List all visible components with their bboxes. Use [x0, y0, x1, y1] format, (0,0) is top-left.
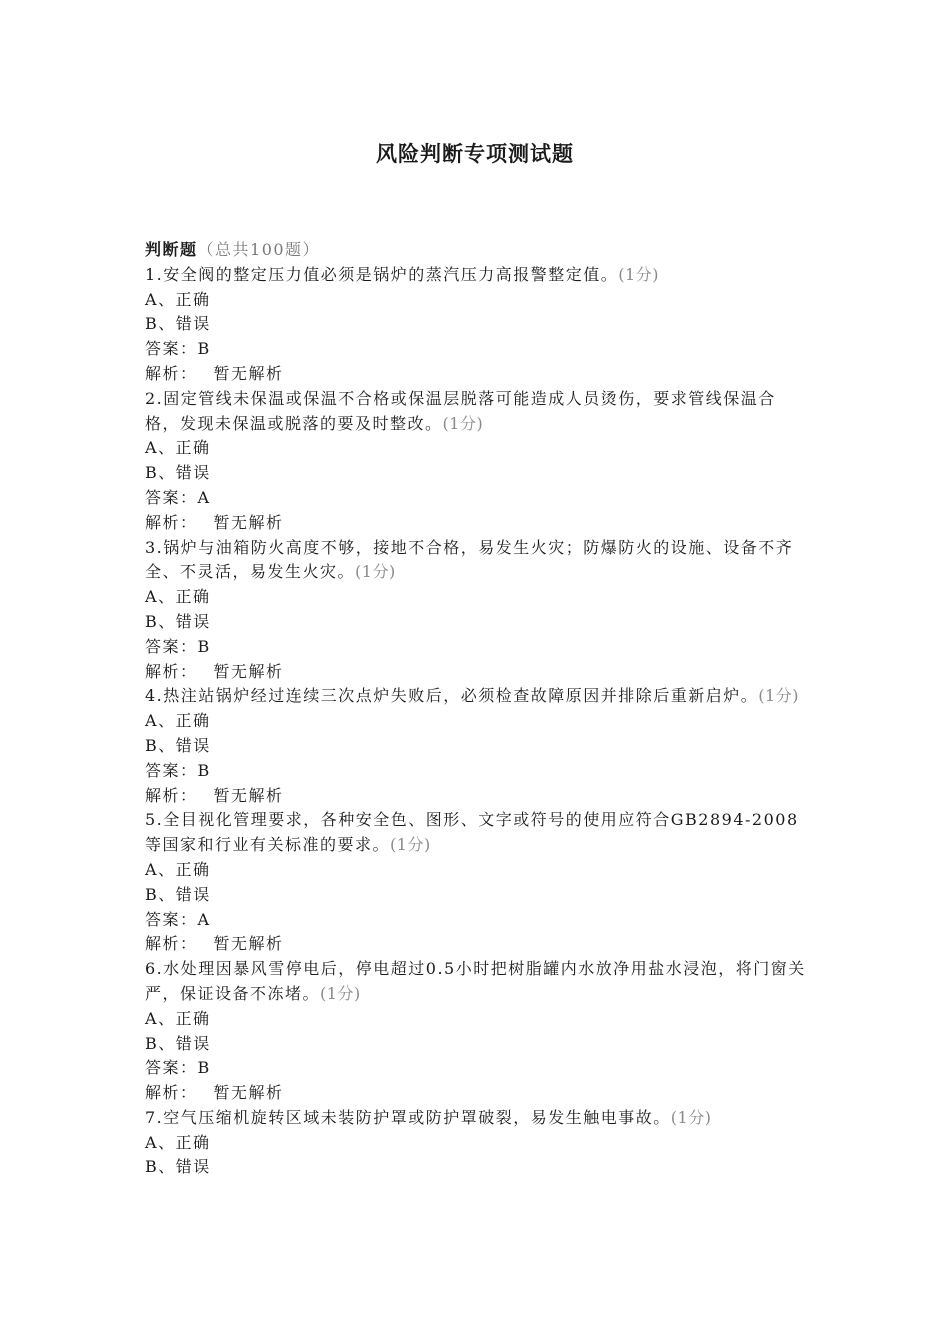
- question-stem: 5.全目视化管理要求，各种安全色、图形、文字或符号的使用应符合GB2894-2008等国家和行业有关标准的要求。: [145, 810, 799, 855]
- option-b: B、错误: [145, 463, 211, 483]
- option-a: A、正确: [145, 1132, 211, 1152]
- question-item: [145, 684, 810, 808]
- explanation-label: 解析：: [145, 785, 198, 805]
- explanation: [145, 932, 810, 957]
- option-b: B、错误: [145, 1033, 211, 1053]
- section-heading: [145, 238, 810, 263]
- question-stem: 7.空气压缩机旋转区域未装防护罩或防护罩破裂，易发生触电事故。: [145, 1107, 671, 1127]
- explanation: [145, 1081, 810, 1106]
- option-a: A、正确: [145, 1008, 211, 1028]
- section-label: 判断题: [145, 240, 198, 259]
- question-stem: 3.锅炉与油箱防火高度不够，接地不合格，易发生火灾；防爆防火的设施、设备不齐全、不灵活，易发生火灾。: [145, 537, 794, 582]
- question-stem: 6.水处理因暴风雪停电后，停电超过0.5小时把树脂罐内水放净用盐水浸泡，将门窗关严，保证设备不冻堵。: [145, 959, 806, 1003]
- question-score: (1分): [390, 835, 431, 855]
- explanation-value: 暂无解析: [213, 661, 284, 681]
- answer: 答案：B: [145, 1058, 211, 1078]
- explanation: [145, 362, 810, 387]
- explanation-value: 暂无解析: [213, 785, 284, 805]
- explanation-value: 暂无解析: [213, 512, 284, 532]
- question-stem: 1.安全阀的整定压力值必须是锅炉的蒸汽压力高报警整定值。: [145, 264, 619, 284]
- explanation: [145, 511, 810, 536]
- question-text: [145, 957, 810, 1007]
- question-list: [145, 238, 810, 1180]
- document-title: 风险判断专项测试题: [376, 141, 574, 166]
- question-text: [145, 263, 810, 288]
- question-score: (1分): [355, 562, 396, 582]
- explanation-value: 暂无解析: [213, 934, 284, 954]
- answer: 答案：B: [145, 339, 211, 359]
- question-score: (1分): [618, 264, 659, 284]
- question-item: [145, 263, 810, 387]
- explanation-label: 解析：: [145, 1083, 198, 1103]
- option-b: B、错误: [145, 314, 211, 334]
- question-score: (1分): [670, 1107, 712, 1127]
- section-count: （总共100题）: [197, 240, 321, 259]
- question-text: [145, 808, 810, 858]
- option-b: B、错误: [145, 735, 211, 755]
- explanation-label: 解析：: [145, 363, 198, 383]
- option-a: A、正确: [145, 289, 211, 309]
- question-text: [145, 536, 810, 586]
- option-a: A、正确: [145, 711, 211, 731]
- question-text: [145, 1106, 810, 1131]
- explanation-value: 暂无解析: [213, 363, 284, 383]
- explanation-label: 解析：: [145, 512, 198, 532]
- question-text: [145, 684, 810, 709]
- option-a: A、正确: [145, 587, 211, 607]
- question-stem: 2.固定管线未保温或保温不合格或保温层脱落可能造成人员烫伤，要求管线保温合格，发现未保温或脱落的要及时整改。: [145, 388, 776, 433]
- question-item: [145, 1106, 810, 1180]
- explanation-label: 解析：: [145, 934, 198, 954]
- question-item: [145, 536, 810, 685]
- answer: 答案：B: [145, 760, 211, 780]
- option-b: B、错误: [145, 1157, 211, 1177]
- option-a: A、正确: [145, 859, 211, 879]
- explanation: [145, 660, 810, 685]
- question-stem: 4.热注站锅炉经过连续三次点炉失败后，必须检查故障原因并排除后重新启炉。: [145, 686, 759, 706]
- explanation-label: 解析：: [145, 661, 198, 681]
- explanation-value: 暂无解析: [213, 1083, 284, 1103]
- question-score: (1分): [442, 413, 484, 433]
- question-text: [145, 387, 810, 437]
- answer: 答案：A: [145, 487, 211, 507]
- question-item: [145, 808, 810, 957]
- option-a: A、正确: [145, 438, 211, 458]
- question-score: (1分): [758, 686, 799, 706]
- question-item: [145, 387, 810, 536]
- question-item: [145, 957, 810, 1106]
- answer: 答案：A: [145, 909, 211, 929]
- explanation: [145, 784, 810, 809]
- option-b: B、错误: [145, 884, 211, 904]
- option-b: B、错误: [145, 611, 211, 631]
- question-score: (1分): [320, 983, 361, 1003]
- answer: 答案：B: [145, 636, 211, 656]
